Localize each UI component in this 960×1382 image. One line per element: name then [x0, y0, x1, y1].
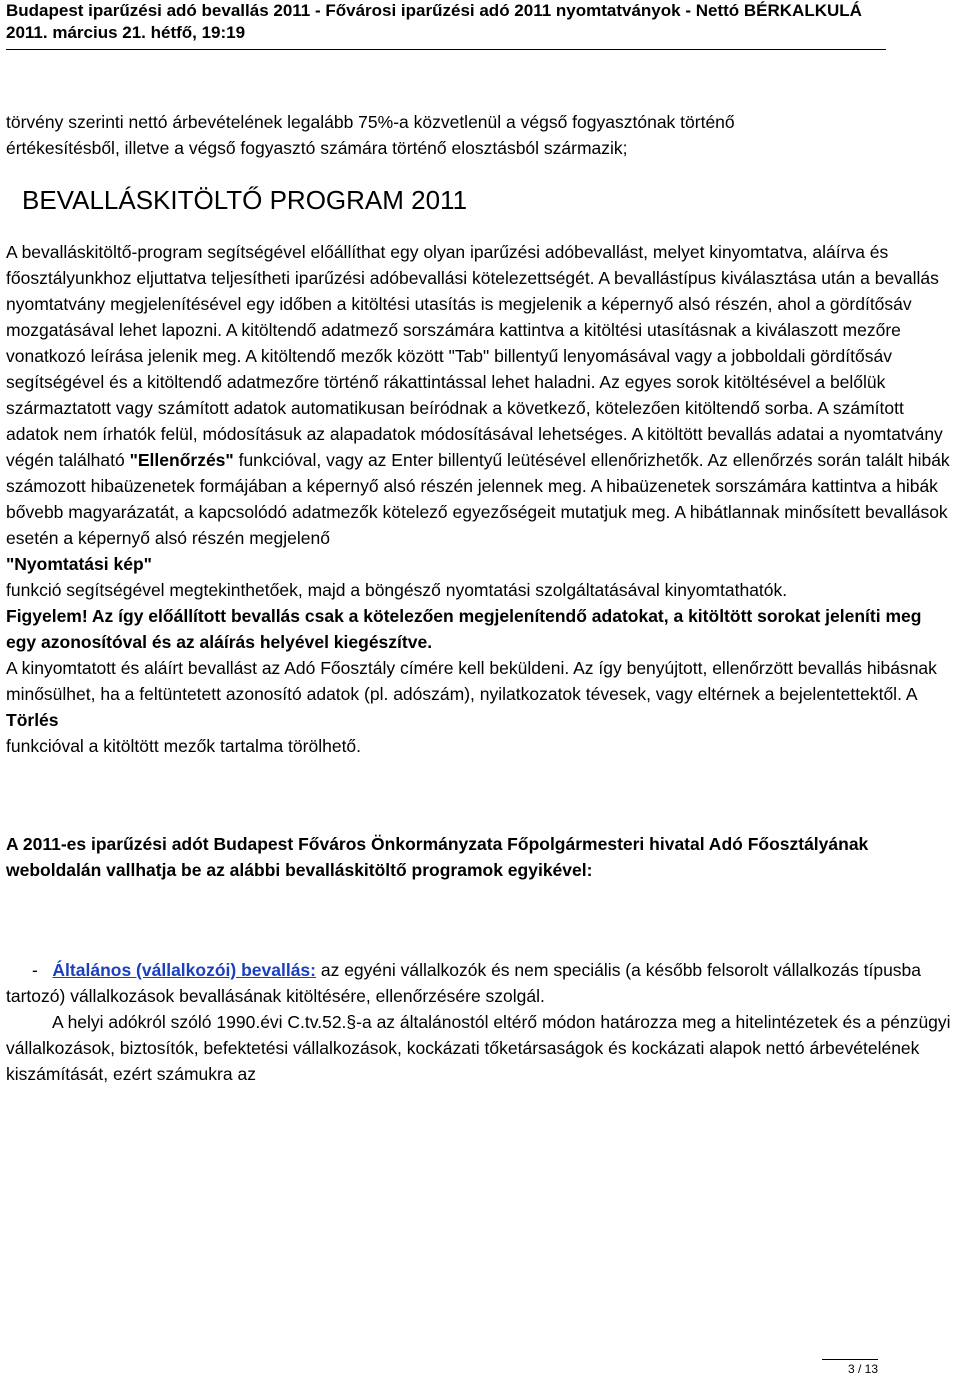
- section-heading: BEVALLÁSKITÖLTŐ PROGRAM 2011: [22, 185, 468, 215]
- description-text: funkcióval, vagy az Enter billentyű leütésével ellenőrizhetők. Az ellenőrzés során talált hibák számozott hibaüzenetek formájában a képernyő alsó részén jelennek meg. A hibaüzenetek sorszámára kattintva a hibák bővebb magyarázatát, a kapcsolódó adatmezők kötelező egyezőségeit mutatjuk meg. A hibátlannak minősített bevallások esetén a képernyő alsó részén megjelenő: [6, 450, 950, 548]
- delete-label: Törlés: [6, 710, 59, 730]
- page-header: [6, 0, 960, 44]
- intro-text: [6, 109, 956, 161]
- program-list: [6, 957, 956, 1087]
- program-description: [6, 239, 956, 759]
- description-text: A bevalláskitöltő-program segítségével előállíthat egy olyan iparűzési adóbevallást, melyet kinyomtatva, aláírva és főosztályunkhoz eljuttatva teljesítheti iparűzési adóbevallási kötelezettségét. A bevallástípus kiválasztása után a bevallás nyomtatvány megjelenítésével egy időben a kitöltési utasítás is megjelenik a képernyő alsó részén, ahol a gördítősáv mozgatásával lehet lapozni. A kitöltendő adatmező sorszámára kattintva a kitöltési utasításnak a kiválaszott mezőre vonatkozó leírása jelenik meg. A kitöltendő mezők között "Tab" billentyű lenyomásával vagy a jobboldali gördítősáv segítségével és a kitöltendő adatmezőre történő rákattintással lehet haladni. Az egyes sorok kitöltésével a belőlük származtatott vagy számított adatok automatikusan beíródnak a következő, kötelezően kitöltendő sorba. A számított adatok nem írhatók felül, módosításuk az alapadatok módosításával lehetséges. A kitöltött bevallás adatai a nyomtatvány végén található: [6, 242, 943, 470]
- print-paragraph: funkció segítségével megtekinthetőek, majd a böngésző nyomtatási szolgáltatásával kinyomtathatók.: [6, 580, 788, 600]
- page-number: 3 / 13: [847, 1362, 878, 1376]
- list-item: [6, 957, 956, 1009]
- warning-label: Figyelem!: [6, 606, 88, 626]
- intro-line: törvény szerinti nettó árbevételének legalább 75%-a közvetlenül a végső fogyasztónak történő: [6, 112, 735, 132]
- check-function-label: "Ellenőrzés": [129, 450, 234, 470]
- warning-paragraph: [6, 603, 956, 655]
- intro-line: értékesítésből, illetve a végső fogyasztó számára történő elosztásból származik;: [6, 138, 628, 158]
- warning-text: Az így előállított bevallás csak a kötelezően megjelenítendő adatokat, a kitöltött sorokat jeleníti meg egy azonosítóval és az aláírás helyével kiegészítve.: [6, 606, 922, 652]
- document-body: [6, 109, 956, 1087]
- general-return-link[interactable]: Általános (vállalkozói) bevallás:: [52, 960, 316, 980]
- list-dash: -: [32, 960, 38, 980]
- download-intro: A 2011-es iparűzési adót Budapest Főváros Önkormányzata Főpolgármesteri hivatal Adó Főosztályának weboldalán vallhatja be az alábbi bevalláskitöltő programok egyikével:: [6, 834, 869, 880]
- delete-paragraph: funkcióval a kitöltött mezők tartalma törölhető.: [6, 736, 362, 756]
- header-date: 2011. március 21. hétfő, 19:19: [6, 23, 246, 42]
- description-paragraph: [6, 239, 956, 551]
- footer-divider: [822, 1359, 878, 1360]
- list-item-text: az egyéni vállalkozók és nem speciális (a később felsorolt vállalkozás típusba tartozó) vállalkozások bevallásának kitöltésére, ellenőrzésére szolgál.: [6, 960, 922, 1006]
- header-title: Budapest iparűzési adó bevallás 2011 - Fővárosi iparűzési adó 2011 nyomtatványok - Nettó BÉRKALKULÁ: [6, 1, 862, 20]
- header-divider: [6, 49, 886, 50]
- print-preview-label: "Nyomtatási kép": [6, 554, 152, 574]
- submit-paragraph: A kinyomtatott és aláírt bevallást az Adó Főosztály címére kell beküldeni. Az így benyújtott, ellenőrzött bevallás hibásnak minősülhet, ha a feltüntetett azonosító adatok (pl. adószám), nyilatkozatok tévesek, vagy eltérnek a bejelentettektől. A: [6, 658, 937, 704]
- legal-note: A helyi adókról szóló 1990.évi C.tv.52.§-a az általánostól eltérő módon határozza meg a hitelintézetek és a pénzügyi vállalkozások, biztosítók, befektetési vállalkozások, kockázati tőketársaságok és kockázati alapok nettó árbevételének kiszámítását, ezért számukra az: [6, 1012, 951, 1084]
